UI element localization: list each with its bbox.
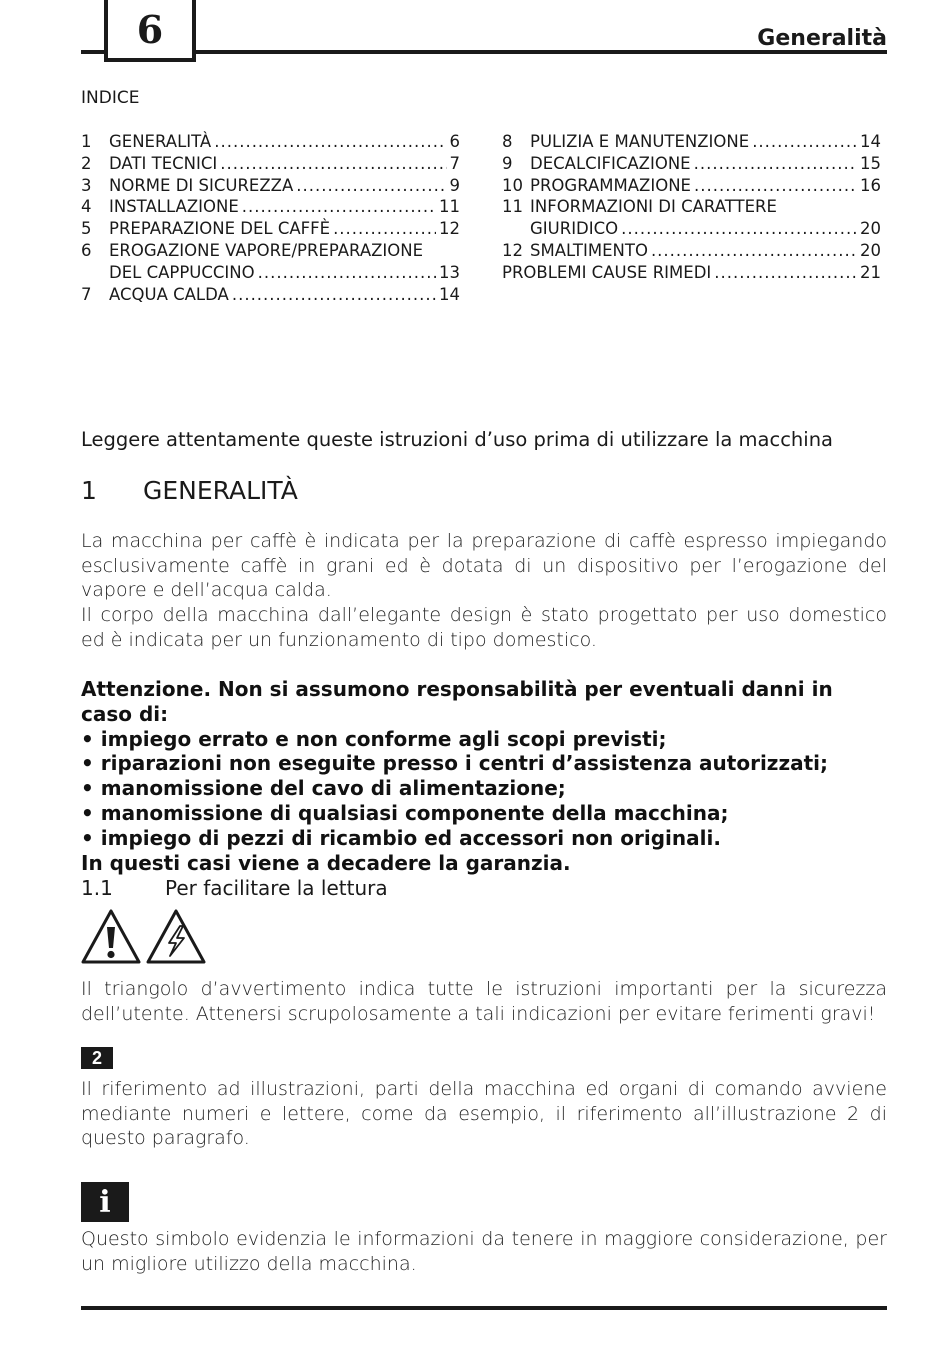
toc-entry-page: 20: [860, 240, 881, 260]
toc-entry: [502, 262, 881, 284]
toc-entry-label: DEL CAPPUCCINO: [109, 262, 255, 282]
toc-leader-dots: [258, 262, 436, 284]
toc-entry-label: PULIZIA E MANUTENZIONE: [530, 132, 750, 151]
toc-entry-number: 4: [81, 197, 92, 217]
toc-entry-page: 11: [439, 197, 460, 217]
toc-entry-label: PROGRAMMAZIONE: [530, 175, 691, 195]
header-rule-left: [81, 50, 104, 54]
toc-entry-number: 5: [81, 219, 92, 239]
toc-entry-page: 9: [449, 175, 460, 195]
info-icon: i: [81, 1182, 129, 1222]
toc-entry-number: 12: [502, 240, 523, 260]
toc-leader-dots: [694, 153, 857, 175]
toc-leader-dots: [333, 218, 436, 240]
footer-rule: [81, 1306, 887, 1310]
toc-entry-page: 20: [860, 219, 881, 239]
toc-entry: [81, 131, 460, 153]
section-heading: [81, 476, 298, 505]
toc-entry-label: DECALCIFICAZIONE: [530, 153, 691, 173]
toc-leader-dots: [714, 262, 857, 284]
reference-badge: 2: [81, 1047, 113, 1069]
toc-entry-number: 11: [502, 197, 523, 217]
toc-entry-page: 16: [860, 175, 881, 195]
toc-entry-number: 10: [502, 175, 523, 195]
toc-entry-page: 7: [449, 153, 460, 173]
section-title: Generalità: [757, 26, 887, 51]
toc-entry-label: EROGAZIONE VAPORE/PREPARAZIONE: [109, 240, 424, 260]
toc-entry: [81, 284, 460, 306]
toc-entry-page: 6: [449, 132, 460, 151]
toc-entry-label: ACQUA CALDA: [109, 284, 229, 304]
warning-line: • impiego di pezzi di ricambio ed accessori non originali.: [81, 825, 721, 850]
paragraph-references: Il riferimento ad illustrazioni, parti della macchina ed organi di comando avviene mediante numeri e lettere, come da esempio, il riferimento all’illustrazione 2 di questo paragrafo.: [81, 1078, 887, 1150]
toc-entry-page: 21: [860, 262, 881, 282]
toc-entry-label: PROBLEMI CAUSE RIMEDI: [502, 262, 712, 282]
toc-leader-dots: [242, 196, 436, 218]
toc-leader-dots: [651, 240, 857, 262]
toc-leader-dots: [621, 218, 857, 240]
toc-entry-label: GENERALITÀ: [109, 132, 212, 151]
toc-column-right: [502, 131, 881, 284]
toc-entry-label: INSTALLAZIONE: [109, 197, 239, 217]
paragraph-info-symbol: Questo simbolo evidenzia le informazioni da tenere in maggiore considerazione, per un migliore utilizzo della macchina.: [81, 1228, 887, 1275]
toc-entry-page: 14: [860, 132, 881, 151]
toc-entry: [502, 218, 881, 240]
toc-entry-number: 2: [81, 153, 92, 173]
toc-entry-number: 3: [81, 175, 92, 195]
subsection-heading: [81, 876, 388, 900]
toc-entry-page: 15: [860, 153, 881, 173]
paragraph-design: Il corpo della macchina dall’elegante design è stato progettato per uso domestico ed è indicata per un funzionamento di tipo domestico.: [81, 604, 887, 651]
subsection-heading-number: 1.1: [81, 876, 113, 900]
toc-leader-dots: [214, 131, 446, 153]
toc-entry: [81, 218, 460, 240]
toc-leader-dots: [220, 153, 446, 175]
toc-entry-number: [502, 218, 530, 240]
subsection-heading-title: Per facilitare la lettura: [165, 876, 388, 900]
paragraph-warning-triangle: Il triangolo d’avvertimento indica tutte le istruzioni importanti per la sicurezza dell’utente. Attenersi scrupolosamente a tali indicazioni per evitare ferimenti gravi!: [81, 978, 887, 1025]
warning-line: • impiego errato e non conforme agli scopi previsti;: [81, 726, 667, 751]
warning-line: In questi casi viene a decadere la garanzia.: [81, 850, 571, 875]
lead-instruction: Leggere attentamente queste istruzioni d’uso prima di utilizzare la macchina: [81, 428, 834, 451]
warning-line: • manomissione del cavo di alimentazione;: [81, 776, 566, 801]
toc-entry-page: 12: [439, 219, 460, 239]
warning-block: [81, 677, 887, 875]
warning-line: Attenzione. Non si assumono responsabilità per eventuali danni in caso di:: [81, 677, 833, 726]
toc-entry-number: 7: [81, 284, 92, 304]
page-number: 6: [104, 0, 196, 62]
toc-entry: [502, 175, 881, 197]
toc-entry-number: [81, 262, 109, 284]
toc-entry-label: SMALTIMENTO: [530, 240, 648, 260]
toc-entry-page: 14: [439, 284, 460, 304]
toc-entry-label: INFORMAZIONI DI CARATTERE: [530, 197, 777, 217]
safety-icons: [80, 908, 210, 966]
section-heading-title: GENERALITÀ: [143, 476, 298, 505]
warning-line: • riparazioni non eseguite presso i centri d’assistenza autorizzati;: [81, 751, 829, 776]
toc-leader-dots: [296, 175, 446, 197]
toc-entry-number: 1: [81, 132, 92, 151]
toc-entry-number: 8: [502, 132, 513, 151]
toc-entry: [81, 240, 460, 262]
paragraph-intro: La macchina per caffè è indicata per la preparazione di caffè espresso impiegando esclusivamente caffè in grani ed è dotata di un dispositivo per l’erogazione del vapore e dell’acqua calda.: [81, 530, 887, 602]
warning-line: • manomissione di qualsiasi componente della macchina;: [81, 800, 729, 825]
toc-entry: [502, 240, 881, 262]
toc-entry: [502, 196, 881, 218]
toc-entry: [81, 196, 460, 218]
toc-entry-label: PREPARAZIONE DEL CAFFÈ: [109, 219, 331, 239]
toc-entry-label: GIURIDICO: [530, 219, 619, 239]
toc-entry-number: 6: [81, 240, 92, 260]
toc-entry: [81, 175, 460, 197]
toc-column-left: [81, 131, 460, 305]
toc-entry-number: 9: [502, 153, 513, 173]
toc-entry-label: DATI TECNICI: [109, 153, 218, 173]
toc-entry: [502, 131, 881, 153]
toc-leader-dots: [752, 131, 857, 153]
warning-triangle-icon: [83, 911, 139, 962]
toc-entry: [81, 262, 460, 284]
toc-leader-dots: [694, 175, 857, 197]
toc-entry-page: 13: [439, 262, 460, 282]
toc-entry-label: NORME DI SICUREZZA: [109, 175, 294, 195]
toc-entry: [502, 153, 881, 175]
index-title: INDICE: [81, 88, 140, 108]
electric-hazard-icon: [148, 911, 204, 962]
toc-leader-dots: [232, 284, 436, 306]
section-heading-number: 1: [81, 476, 97, 505]
toc-entry: [81, 153, 460, 175]
